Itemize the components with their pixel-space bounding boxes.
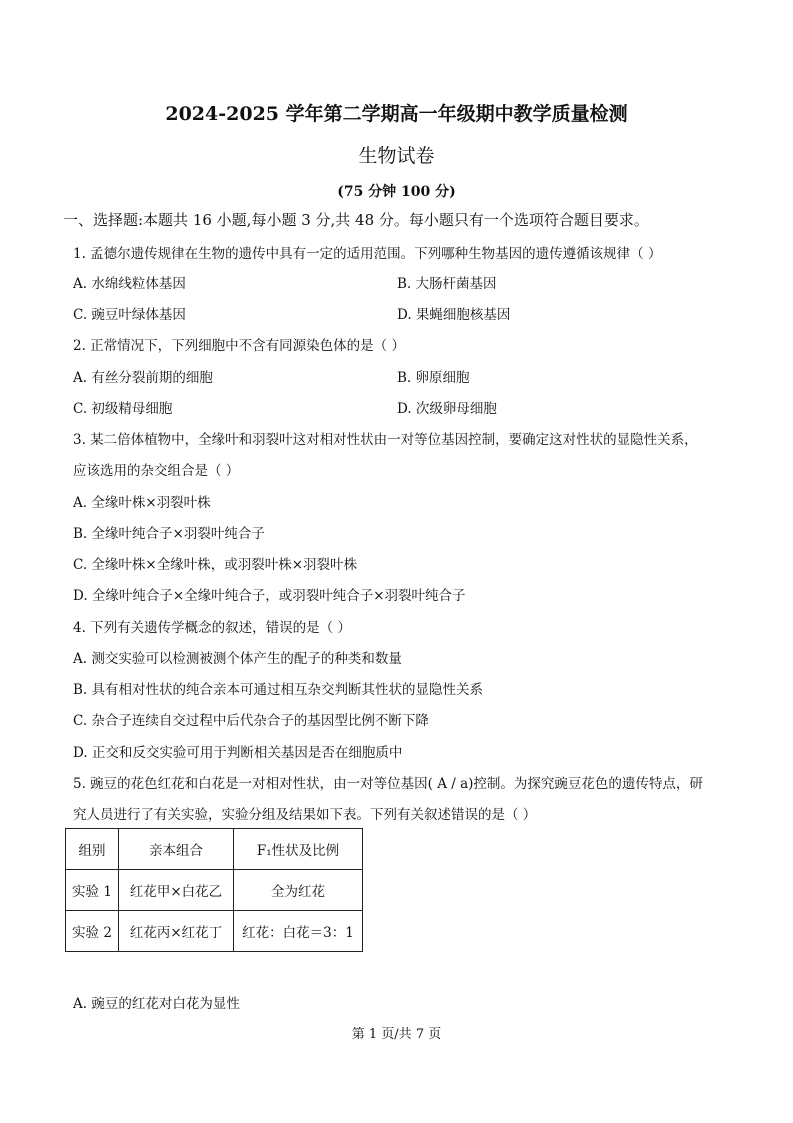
q1-option-b: B. 大肠杆菌基因: [397, 276, 497, 292]
table-row: [66, 911, 363, 952]
q2-option-d: D. 次级卵母细胞: [397, 401, 497, 417]
q5-results-table: [65, 828, 363, 952]
q4-option-b: B. 具有相对性状的纯合亲本可通过相互杂交判断其性状的显隐性关系: [73, 682, 484, 698]
q3-stem-line1: 3. 某二倍体植物中，全缘叶和羽裂叶这对相对性状由一对等位基因控制，要确定这对性状的显隐性关系，: [73, 432, 698, 448]
table-cell: 红花丙×红花丁: [119, 911, 234, 952]
q5-stem-line2: 究人员进行了有关实验，实验分组及结果如下表。下列有关叙述错误的是（ ）: [73, 807, 537, 823]
q4-option-a: A. 测交实验可以检测被测个体产生的配子的种类和数量: [73, 651, 402, 667]
q4-option-c: C. 杂合子连续自交过程中后代杂合子的基因型比例不断下降: [73, 713, 429, 729]
q3-option-d: D. 全缘叶纯合子×全缘叶纯合子，或羽裂叶纯合子×羽裂叶纯合子: [73, 588, 466, 604]
q1-option-d: D. 果蝇细胞核基因: [397, 307, 511, 323]
q3-option-a: A. 全缘叶株×羽裂叶株: [73, 495, 211, 511]
q1-option-a: A. 水绵线粒体基因: [73, 276, 186, 292]
q4-stem: 4. 下列有关遗传学概念的叙述，错误的是（ ）: [73, 620, 351, 636]
section-heading: 一、选择题:本题共 16 小题,每小题 3 分,共 48 分。每小题只有一个选项符合题目要求。: [63, 211, 649, 229]
q1-option-c: C. 豌豆叶绿体基因: [73, 307, 186, 323]
table-header-row: [66, 829, 363, 870]
q3-option-b: B. 全缘叶纯合子×羽裂叶纯合子: [73, 526, 265, 542]
table-header-cell: F₁性状及比例: [234, 829, 363, 870]
q5-stem-line1: 5. 豌豆的花色红花和白花是一对相对性状，由一对等位基因( A / a)控制。为探究豌豆花色的遗传特点，研: [73, 776, 703, 792]
q2-option-c: C. 初级精母细胞: [73, 401, 173, 417]
q3-stem-line2: 应该选用的杂交组合是（ ）: [73, 463, 240, 479]
table-header-cell: 组别: [66, 829, 119, 870]
exam-title: 2024-2025 学年第二学期高一年级期中教学质量检测: [165, 103, 628, 125]
table-header-cell: 亲本组合: [119, 829, 234, 870]
table-cell: 红花：白花＝3：1: [234, 911, 363, 952]
q2-option-a: A. 有丝分裂前期的细胞: [73, 370, 213, 386]
table-cell: 红花甲×白花乙: [119, 870, 234, 911]
exam-subject: 生物试卷: [358, 145, 435, 167]
q4-option-d: D. 正交和反交实验可用于判断相关基因是否在细胞质中: [73, 745, 403, 761]
table-cell: 全为红花: [234, 870, 363, 911]
q3-option-c: C. 全缘叶株×全缘叶株，或羽裂叶株×羽裂叶株: [73, 557, 358, 573]
q1-stem: 1. 孟德尔遗传规律在生物的遗传中具有一定的适用范围。下列哪种生物基因的遗传遵循该规律（ ）: [73, 246, 662, 262]
table-cell: 实验 1: [66, 870, 119, 911]
exam-duration-score: (75 分钟 100 分): [337, 184, 456, 200]
q2-stem: 2. 正常情况下，下列细胞中不含有同源染色体的是（ ）: [73, 338, 405, 354]
q5-option-a: A. 豌豆的红花对白花为显性: [73, 996, 240, 1012]
table-row: [66, 870, 363, 911]
page-number-footer: 第 1 页/共 7 页: [351, 1027, 442, 1042]
table-cell: 实验 2: [66, 911, 119, 952]
q2-option-b: B. 卵原细胞: [397, 370, 470, 386]
